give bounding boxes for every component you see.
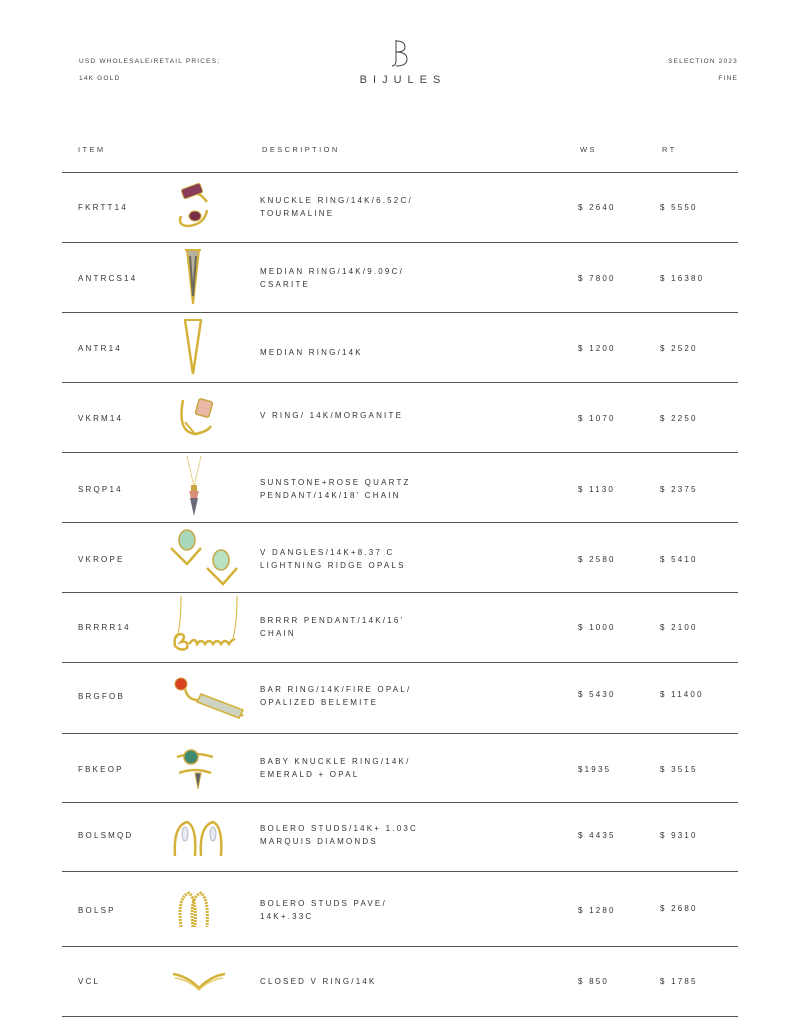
item-code: VKROPE xyxy=(78,555,125,564)
wholesale-price: $ 1200 xyxy=(578,344,616,353)
wholesale-price: $ 1000 xyxy=(578,623,616,632)
closed-v-ring-icon xyxy=(167,968,231,994)
column-ws: WS xyxy=(580,145,597,154)
header-left xyxy=(79,58,220,92)
table-row xyxy=(62,382,738,452)
retail-price: $ 16380 xyxy=(660,274,705,283)
retail-price: $ 11400 xyxy=(660,690,704,699)
wholesale-price: $1935 xyxy=(578,765,612,774)
table-row xyxy=(62,802,738,871)
description-line: BOLERO STUDS/14K+ 1.03C xyxy=(260,824,418,833)
bar-ring-icon xyxy=(167,670,251,726)
description-line: V RING/ 14K/MORGANITE xyxy=(260,411,404,420)
retail-price: $ 2250 xyxy=(660,414,698,423)
monogram-icon xyxy=(390,38,410,68)
item-code: VKRM14 xyxy=(78,414,124,423)
brand-name: BIJULES xyxy=(359,74,447,86)
description-line: CLOSED V RING/14K xyxy=(260,977,377,986)
table-row xyxy=(62,522,738,592)
description-line: SUNSTONE+ROSE QUARTZ xyxy=(260,478,411,487)
price-note: USD WHOLESALE/RETAIL PRICES; xyxy=(79,58,221,65)
bolero-studs-icon xyxy=(167,816,231,862)
description-line: PENDANT/14K/18' CHAIN xyxy=(260,491,401,500)
wholesale-price: $ 850 xyxy=(578,977,610,986)
wholesale-price: $ 1280 xyxy=(578,906,616,915)
retail-price: $ 9310 xyxy=(660,831,698,840)
description-line: MEDIAN RING/14K/9.09C/ xyxy=(260,267,404,276)
item-code: BOLSMQD xyxy=(78,831,134,840)
table-row xyxy=(62,871,738,946)
retail-price: $ 2375 xyxy=(660,485,698,494)
selection-label: SELECTION 2023 xyxy=(668,58,738,65)
description-line: BRRRR PENDANT/14K/16' xyxy=(260,616,405,625)
item-code: BRRRR14 xyxy=(78,623,131,632)
item-code: BRGFOB xyxy=(78,692,125,701)
v-dangles-opal-icon xyxy=(167,526,241,588)
bolero-studs-pave-icon xyxy=(167,887,221,933)
item-code: ANTR14 xyxy=(78,344,122,353)
description-line: V DANGLES/14K+8.37 C xyxy=(260,548,395,557)
description-line: KNUCKLE RING/14K/6.52C/ xyxy=(260,196,413,205)
table-row xyxy=(62,172,738,242)
baby-knuckle-ring-icon xyxy=(167,743,221,795)
description-line: CSARITE xyxy=(260,280,311,289)
description-line: BABY KNUCKLE RING/14K/ xyxy=(260,757,411,766)
retail-price: $ 2520 xyxy=(660,344,698,353)
median-ring-csarite-icon xyxy=(167,246,221,308)
item-code: BOLSP xyxy=(78,906,116,915)
table-row xyxy=(62,733,738,802)
metal-note: 14K GOLD xyxy=(79,75,121,82)
wholesale-price: $ 1130 xyxy=(578,485,616,494)
description-line: BAR RING/14K/FIRE OPAL/ xyxy=(260,685,412,694)
description-line: CHAIN xyxy=(260,629,296,638)
retail-price: $ 5410 xyxy=(660,555,698,564)
description-line: TOURMALINE xyxy=(260,209,335,218)
description-line: LIGHTNING RIDGE OPALS xyxy=(260,561,406,570)
brand-logo xyxy=(340,38,460,86)
item-code: VCL xyxy=(78,977,101,986)
v-ring-morganite-icon xyxy=(167,392,221,444)
column-rt: RT xyxy=(662,145,677,154)
retail-price: $ 2100 xyxy=(660,623,698,632)
item-code: ANTRCS14 xyxy=(78,274,138,283)
wholesale-price: $ 5430 xyxy=(578,690,616,699)
column-item: ITEM xyxy=(78,145,106,154)
wholesale-price: $ 4435 xyxy=(578,831,616,840)
header-right xyxy=(668,58,738,92)
description-line: 14K+.33C xyxy=(260,912,314,921)
pendant-icon xyxy=(167,454,221,520)
description-line: MARQUIS DIAMONDS xyxy=(260,837,378,846)
wholesale-price: $ 7800 xyxy=(578,274,616,283)
divider xyxy=(62,1016,738,1017)
column-description: DESCRIPTION xyxy=(262,145,340,154)
wholesale-price: $ 1070 xyxy=(578,414,616,423)
wholesale-price: $ 2640 xyxy=(578,203,616,212)
table-row xyxy=(62,592,738,662)
description-line: OPALIZED BELEMITE xyxy=(260,698,379,707)
retail-price: $ 2680 xyxy=(660,904,698,913)
category-label: FINE xyxy=(718,75,738,82)
script-pendant-icon xyxy=(167,594,241,658)
table-row xyxy=(62,452,738,522)
item-code: FKRTT14 xyxy=(78,203,128,212)
table-row xyxy=(62,662,738,733)
description-line: EMERALD + OPAL xyxy=(260,770,360,779)
retail-price: $ 3515 xyxy=(660,765,698,774)
wholesale-price: $ 2580 xyxy=(578,555,616,564)
item-code: FBKEOP xyxy=(78,765,124,774)
item-code: SRQP14 xyxy=(78,485,123,494)
description-line: MEDIAN RING/14K xyxy=(260,348,363,357)
knuckle-ring-tourmaline-icon xyxy=(167,180,221,234)
table-row xyxy=(62,312,738,382)
retail-price: $ 1785 xyxy=(660,977,698,986)
retail-price: $ 5550 xyxy=(660,203,698,212)
description-line: BOLERO STUDS PAVE/ xyxy=(260,899,387,908)
table-row xyxy=(62,242,738,312)
median-ring-icon xyxy=(167,316,221,378)
table-row xyxy=(62,946,738,1016)
